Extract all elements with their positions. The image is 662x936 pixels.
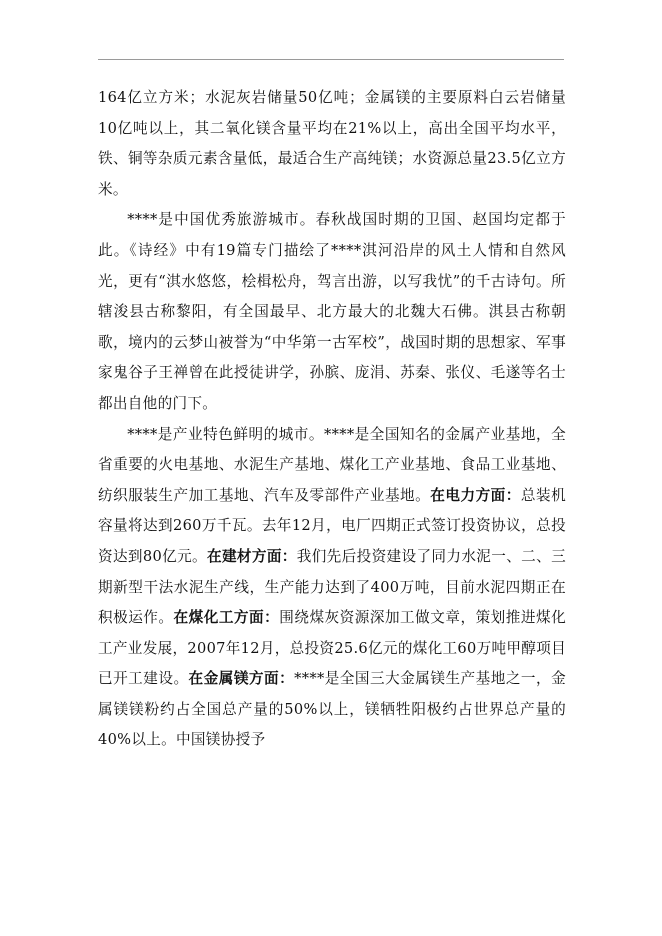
coal-chemical-text: 围绕煤灰资源深加工做文章，策划推进煤化工产业发展，2007年12月，总投资25.6亿元的煤化工60万吨甲醇项目已开工建设。: [98, 609, 566, 688]
paragraph-tourism: [98, 205, 566, 419]
coal-chemical-heading: 在煤化工方面：: [173, 609, 280, 627]
power-text: 总装机容量将达到260万千瓦。去年12月，电厂四期正式签订投资协议，总投资达到80亿元。: [98, 486, 566, 565]
document-body: [98, 83, 566, 756]
industry-intro-text: ****是产业特色鲜明的城市。****是全国知名的金属产业基地，全省重要的火电基地、水泥生产基地、煤化工产业基地、食品工业基地、纺织服装生产加工基地、汽车及零部件产业基地。: [98, 425, 566, 504]
power-heading: 在电力方面：: [430, 486, 521, 504]
header-rule: [98, 59, 564, 60]
resources-text: 164亿立方米；水泥灰岩储量50亿吨；金属镁的主要原料白云岩储量10亿吨以上，其二氧化镁含量平均在21%以上，高出全国平均水平，铁、铜等杂质元素含量低，最适合生产高纯镁；水资源总量23.5亿立方米。: [98, 89, 566, 198]
paragraph-resources: [98, 83, 566, 205]
building-materials-heading: 在建材方面：: [207, 547, 297, 565]
paragraph-industry: [98, 420, 566, 757]
building-materials-text: 我们先后投资建设了同力水泥一、二、三期新型干法水泥生产线，生产能力达到了400万吨，目前水泥四期正在积极运作。: [98, 547, 566, 627]
magnesium-heading: 在金属镁方面：: [188, 670, 295, 688]
tourism-text: ****是中国优秀旅游城市。春秋战国时期的卫国、赵国均定都于此。《诗经》中有19篇专门描绘了****淇河沿岸的风土人情和自然风光，更有“淇水悠悠，桧楫松舟，驾言出游，以写我忧”的千古诗句。所辖浚县古称黎阳，有全国最早、北方最大的北魏大石佛。淇县古称朝歌，境内的云梦山被誉为“中华第一古军校”，战国时期的思想家、军事家鬼谷子王禅曾在此授徒讲学，孙膑、庞涓、苏秦、张仪、毛遂等名士都出自他的门下。: [98, 211, 566, 412]
magnesium-text: ****是全国三大金属镁生产基地之一，金属镁镁粉约占全国总产量的50%以上，镁牺牲阳极约占世界总产量的40%以上。中国镁协授予: [98, 670, 566, 749]
